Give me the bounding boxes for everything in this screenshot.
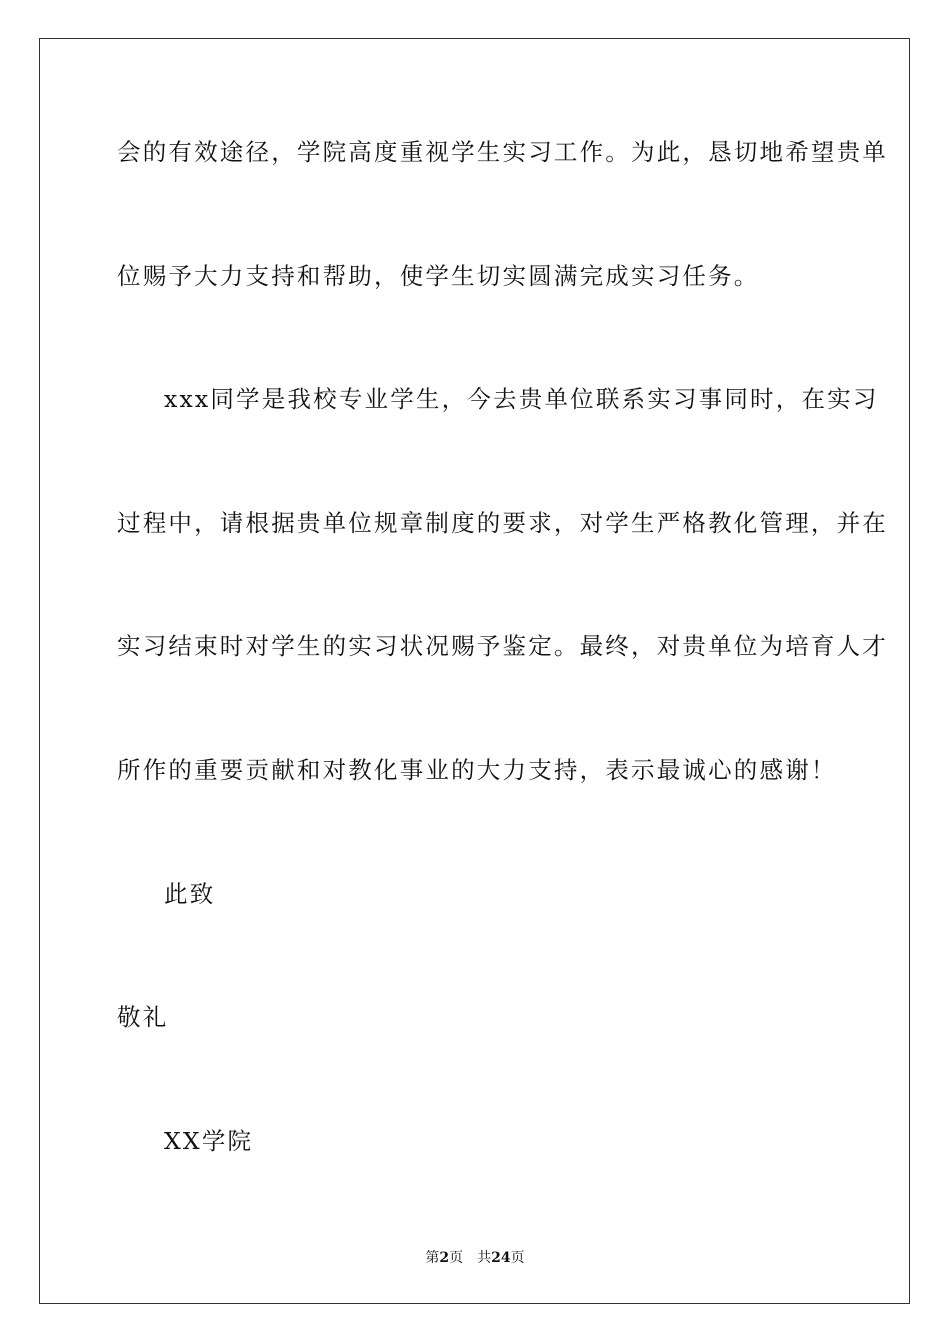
page-footer	[0, 1247, 950, 1267]
body-line-5: 实习结束时对学生的实习状况赐予鉴定。最终，对贵单位为培育人才	[117, 632, 888, 660]
body-line-6: 所作的重要贡献和对教化事业的大力支持，表示最诚心的感谢！	[117, 756, 837, 784]
body-line-2: 位赐予大力支持和帮助，使学生切实圆满完成实习任务。	[117, 262, 760, 290]
signature: XX学院	[164, 1127, 254, 1155]
total-suffix: 页	[510, 1250, 525, 1266]
body-line-1: 会的有效途径，学院高度重视学生实习工作。为此，恳切地希望贵单	[117, 138, 888, 166]
page-total: 24	[491, 1250, 511, 1266]
body-line-3: xxx同学是我校专业学生，今去贵单位联系实习事同时，在实习	[164, 385, 879, 413]
page-prefix: 第	[425, 1250, 440, 1266]
total-prefix: 共	[477, 1250, 492, 1266]
page-suffix: 页	[449, 1250, 464, 1266]
page-current: 2	[439, 1250, 450, 1266]
body-line-4: 过程中，请根据贵单位规章制度的要求，对学生严格教化管理，并在	[117, 509, 888, 537]
page-frame	[39, 38, 910, 1304]
closing-salutation: 此致	[164, 880, 216, 908]
closing-regards: 敬礼	[117, 1003, 169, 1031]
